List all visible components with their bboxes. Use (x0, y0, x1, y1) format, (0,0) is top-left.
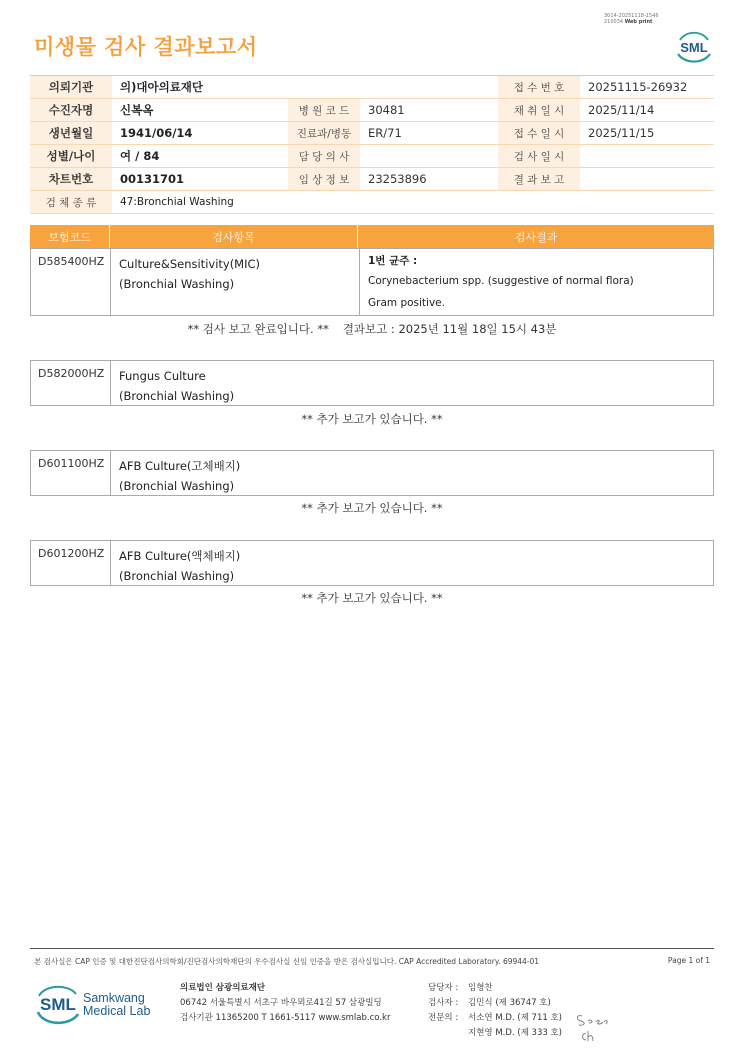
test-block (30, 450, 714, 496)
info-row (30, 76, 714, 99)
info-value: 여 / 84 (120, 149, 160, 163)
info-label: 수진자명 (30, 99, 112, 121)
staff-row (428, 996, 562, 1011)
page-number: Page 1 of 1 (667, 956, 710, 965)
samkwang-logo-icon (36, 982, 156, 1026)
logo-mark-text: SML (40, 995, 76, 1014)
handwritten-signature (574, 1010, 614, 1044)
staff-info (428, 981, 562, 1041)
document-id-line1: 3014-20251118-1546 (604, 13, 659, 19)
info-label: 진료과/병동 (288, 122, 360, 144)
info-row (30, 122, 714, 145)
sml-logo-icon (674, 26, 714, 64)
info-value (580, 168, 714, 190)
info-row (30, 99, 714, 122)
info-row (30, 191, 714, 214)
specimen-label: 검 체 종 류 (30, 191, 112, 213)
header-code: 보험코드 (30, 225, 110, 248)
page-title: 미생물 검사 결과보고서 (34, 35, 258, 59)
test-name: Fungus Culture (119, 369, 206, 383)
test-item (111, 249, 359, 315)
staff-value: 김민식 (제 36747 호) (468, 998, 551, 1008)
info-label: 성별/나이 (30, 145, 112, 167)
test-specimen: (Bronchial Washing) (119, 277, 235, 291)
note-report-time: 결과보고 : 2025년 11월 18일 15시 43분 (342, 322, 557, 336)
header-item: 검사항목 (110, 225, 358, 248)
info-value (288, 76, 498, 98)
test-result (359, 249, 713, 315)
org-contact: 검사기관 11365200 T 1661-5117 www.smlab.co.kr (180, 1013, 391, 1023)
info-value: 2025/11/14 (588, 103, 655, 117)
info-value: 20251115-26932 (588, 80, 688, 94)
report-note (0, 321, 744, 337)
info-label: 담 당 의 사 (288, 145, 360, 167)
staff-label: 검사자 : (428, 998, 459, 1008)
staff-value: 지현영 M.D. (제 333 호) (468, 1028, 563, 1038)
test-name: AFB Culture(액체배지) (119, 549, 241, 563)
logo-name-line1: Samkwang (83, 991, 145, 1005)
certification-text: 본 검사실은 CAP 인증 및 대한진단검사의학회/진단검사의학재단의 우수검사실 신임 인증을 받은 검사실입니다. CAP Accredited Laboratory. 69944-01 (34, 957, 540, 966)
staff-label (428, 1026, 468, 1041)
test-code: D601200HZ (31, 541, 111, 585)
info-value (580, 145, 714, 167)
info-label: 검 사 일 시 (498, 145, 580, 167)
sml-logo-text: SML (680, 40, 708, 55)
test-specimen: (Bronchial Washing) (119, 479, 235, 493)
info-label: 채 취 일 시 (498, 99, 580, 121)
staff-row (428, 1011, 562, 1026)
result-line: 1번 균주 : (368, 255, 418, 267)
staff-value: 임형찬 (468, 983, 493, 993)
test-code: D582000HZ (31, 361, 111, 405)
result-line: Gram positive. (368, 297, 445, 309)
info-value: 2025/11/15 (588, 126, 655, 140)
info-label: 차트번호 (30, 168, 112, 190)
header-result: 검사결과 (514, 230, 558, 244)
info-label: 접 수 일 시 (498, 122, 580, 144)
web-print-label: Web print (624, 19, 653, 25)
info-value: 30481 (368, 103, 405, 117)
info-label: 생년월일 (30, 122, 112, 144)
info-value: 00131701 (120, 172, 185, 186)
info-label: 병 원 코 드 (288, 99, 360, 121)
info-row (30, 168, 714, 191)
info-value: 의)대아의료재단 (120, 80, 204, 94)
info-value (360, 145, 498, 167)
staff-row (428, 1026, 562, 1041)
info-label: 결 과 보 고 (498, 168, 580, 190)
footer-divider (30, 948, 714, 949)
test-name: AFB Culture(고체배지) (119, 459, 241, 473)
test-specimen: (Bronchial Washing) (119, 569, 235, 583)
test-block (30, 248, 714, 316)
test-name: Culture&Sensitivity(MIC) (119, 257, 261, 271)
staff-row (428, 981, 562, 996)
test-item (111, 451, 713, 495)
report-note: ** 추가 보고가 있습니다. ** (301, 501, 443, 515)
test-block (30, 360, 714, 406)
document-id-line2: 210034 (604, 19, 624, 25)
report-note: ** 추가 보고가 있습니다. ** (301, 412, 443, 426)
test-item (111, 541, 713, 585)
test-specimen: (Bronchial Washing) (119, 389, 235, 403)
test-block (30, 540, 714, 586)
staff-label: 전문의 : (428, 1013, 459, 1023)
test-item (111, 361, 713, 405)
org-address: 06742 서울특별시 서초구 바우뫼로41길 57 삼광빌딩 (180, 998, 382, 1008)
info-value: 1941/06/14 (120, 126, 193, 140)
info-value: 23253896 (368, 172, 427, 186)
specimen-value: 47:Bronchial Washing (120, 196, 234, 208)
note-status: ** 검사 보고 완료입니다. ** (187, 322, 329, 336)
patient-info-table (30, 75, 714, 214)
info-label: 임 상 정 보 (288, 168, 360, 190)
info-label: 접 수 번 호 (498, 76, 580, 98)
test-code: D585400HZ (31, 249, 111, 315)
info-label: 의뢰기관 (30, 76, 112, 98)
document-id (604, 13, 659, 25)
report-note: ** 추가 보고가 있습니다. ** (301, 591, 443, 605)
organization-info (180, 981, 390, 1026)
test-code: D601100HZ (31, 451, 111, 495)
staff-value: 서소연 M.D. (제 711 호) (468, 1013, 563, 1023)
info-value: ER/71 (368, 126, 402, 140)
results-header (30, 225, 714, 248)
info-value: 신복옥 (120, 103, 154, 117)
info-row (30, 145, 714, 168)
staff-label: 담당자 : (428, 983, 459, 993)
logo-name-line2: Medical Lab (83, 1004, 151, 1018)
result-line: Corynebacterium spp. (suggestive of normal flora) (368, 275, 634, 287)
org-name: 의료법인 삼광의료재단 (180, 983, 266, 993)
